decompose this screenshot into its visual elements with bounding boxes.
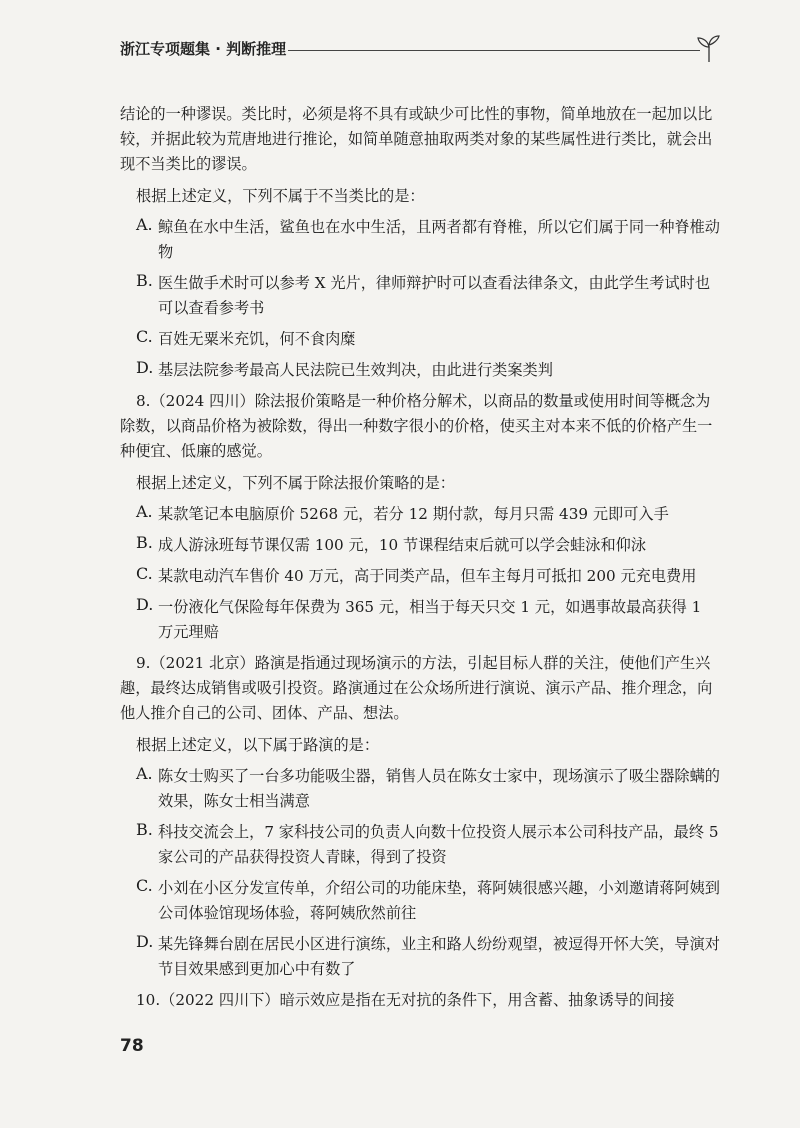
- option-letter: D.: [136, 595, 154, 614]
- header-title: 浙江专项题集 · 判断推理: [120, 40, 287, 58]
- q8-option-d: [120, 595, 720, 645]
- option-text: 百姓无粟米充饥，何不食肉糜: [158, 330, 356, 348]
- page-number: 78: [120, 1036, 144, 1056]
- q9-ask: 根据上述定义，以下属于路演的是：: [136, 736, 379, 754]
- header-rule: [288, 50, 700, 51]
- q8-option-a: [120, 502, 720, 527]
- option-letter: A.: [136, 764, 153, 783]
- option-text: 基层法院参考最高人民法院已生效判决，由此进行类案类判: [158, 361, 553, 379]
- q9-option-a: [120, 764, 720, 814]
- option-text: 某款笔记本电脑原价 5268 元，若分 12 期付款，每月只需 439 元即可入手: [158, 505, 669, 523]
- option-text: 某款电动汽车售价 40 万元，高于同类产品，但车主每月可抵扣 200 元充电费用: [158, 567, 697, 585]
- option-text: 医生做手术时可以参考 X 光片，律师辩护时可以查看法律条文，由此学生考试时也可以查看参考书: [158, 274, 711, 317]
- q7-option-c: [120, 327, 720, 352]
- option-text: 科技交流会上，7 家科技公司的负责人向数十位投资人展示本公司科技产品，最终 5 家公司的产品获得投资人青睐，得到了投资: [158, 823, 719, 866]
- option-text: 陈女士购买了一台多功能吸尘器，销售人员在陈女士家中，现场演示了吸尘器除螨的效果，陈女士相当满意: [158, 767, 720, 810]
- option-letter: B.: [136, 820, 153, 839]
- option-letter: C.: [136, 876, 153, 895]
- option-letter: C.: [136, 327, 153, 346]
- q9-option-b: [120, 820, 720, 870]
- running-header: [120, 34, 730, 62]
- option-letter: B.: [136, 271, 153, 290]
- q7-option-a: [120, 215, 720, 265]
- option-text: 一份液化气保险每年保费为 365 元，相当于每天只交 1 元，如遇事故最高获得 1 万元理赔: [158, 598, 702, 641]
- q9-stem: 9.（2021 北京）路演是指通过现场演示的方法，引起目标人群的关注，使他们产生兴趣，最终达成销售或吸引投资。路演通过在公众场所进行演说、演示产品、推介理念，向他人推介自己的公司、团体、产品、想法。: [120, 654, 713, 722]
- option-text: 小刘在小区分发宣传单，介绍公司的功能床垫，蒋阿姨很感兴趣，小刘邀请蒋阿姨到公司体验馆现场体验，蒋阿姨欣然前往: [158, 879, 720, 922]
- option-letter: C.: [136, 564, 153, 583]
- sprout-icon: [694, 34, 724, 64]
- intro-paragraph: 结论的一种谬误。类比时，必须是将不具有或缺少可比性的事物，简单地放在一起加以比较，并据此较为荒唐地进行推论，如简单随意抽取两类对象的某些属性进行类比，就会出现不当类比的谬误。: [120, 105, 713, 173]
- q10-stem: 10.（2022 四川下）暗示效应是指在无对抗的条件下，用含蓄、抽象诱导的间接: [136, 991, 675, 1009]
- option-letter: B.: [136, 533, 153, 552]
- q7-option-d: [120, 358, 720, 383]
- q8-stem: 8.（2024 四川）除法报价策略是一种价格分解术，以商品的数量或使用时间等概念为除数，以商品价格为被除数，得出一种数字很小的价格，使买主对本来不低的价格产生一种便宜、低廉的感觉。: [120, 392, 713, 460]
- q8-ask: 根据上述定义，下列不属于除法报价策略的是：: [136, 474, 455, 492]
- q7-ask: 根据上述定义，下列不属于不当类比的是：: [136, 187, 425, 205]
- option-letter: D.: [136, 932, 154, 951]
- q8-option-c: [120, 564, 720, 589]
- option-letter: D.: [136, 358, 154, 377]
- option-text: 鲸鱼在水中生活，鲨鱼也在水中生活，且两者都有脊椎，所以它们属于同一种脊椎动物: [158, 218, 720, 261]
- q9-option-d: [120, 932, 720, 982]
- page-content: [120, 102, 720, 1013]
- option-text: 成人游泳班每节课仅需 100 元，10 节课程结束后就可以学会蛙泳和仰泳: [158, 536, 647, 554]
- q9-option-c: [120, 876, 720, 926]
- q8-option-b: [120, 533, 720, 558]
- option-text: 某先锋舞台剧在居民小区进行演练，业主和路人纷纷观望，被逗得开怀大笑，导演对节目效果感到更加心中有数了: [158, 935, 720, 978]
- option-letter: A.: [136, 502, 153, 521]
- q7-option-b: [120, 271, 720, 321]
- option-letter: A.: [136, 215, 153, 234]
